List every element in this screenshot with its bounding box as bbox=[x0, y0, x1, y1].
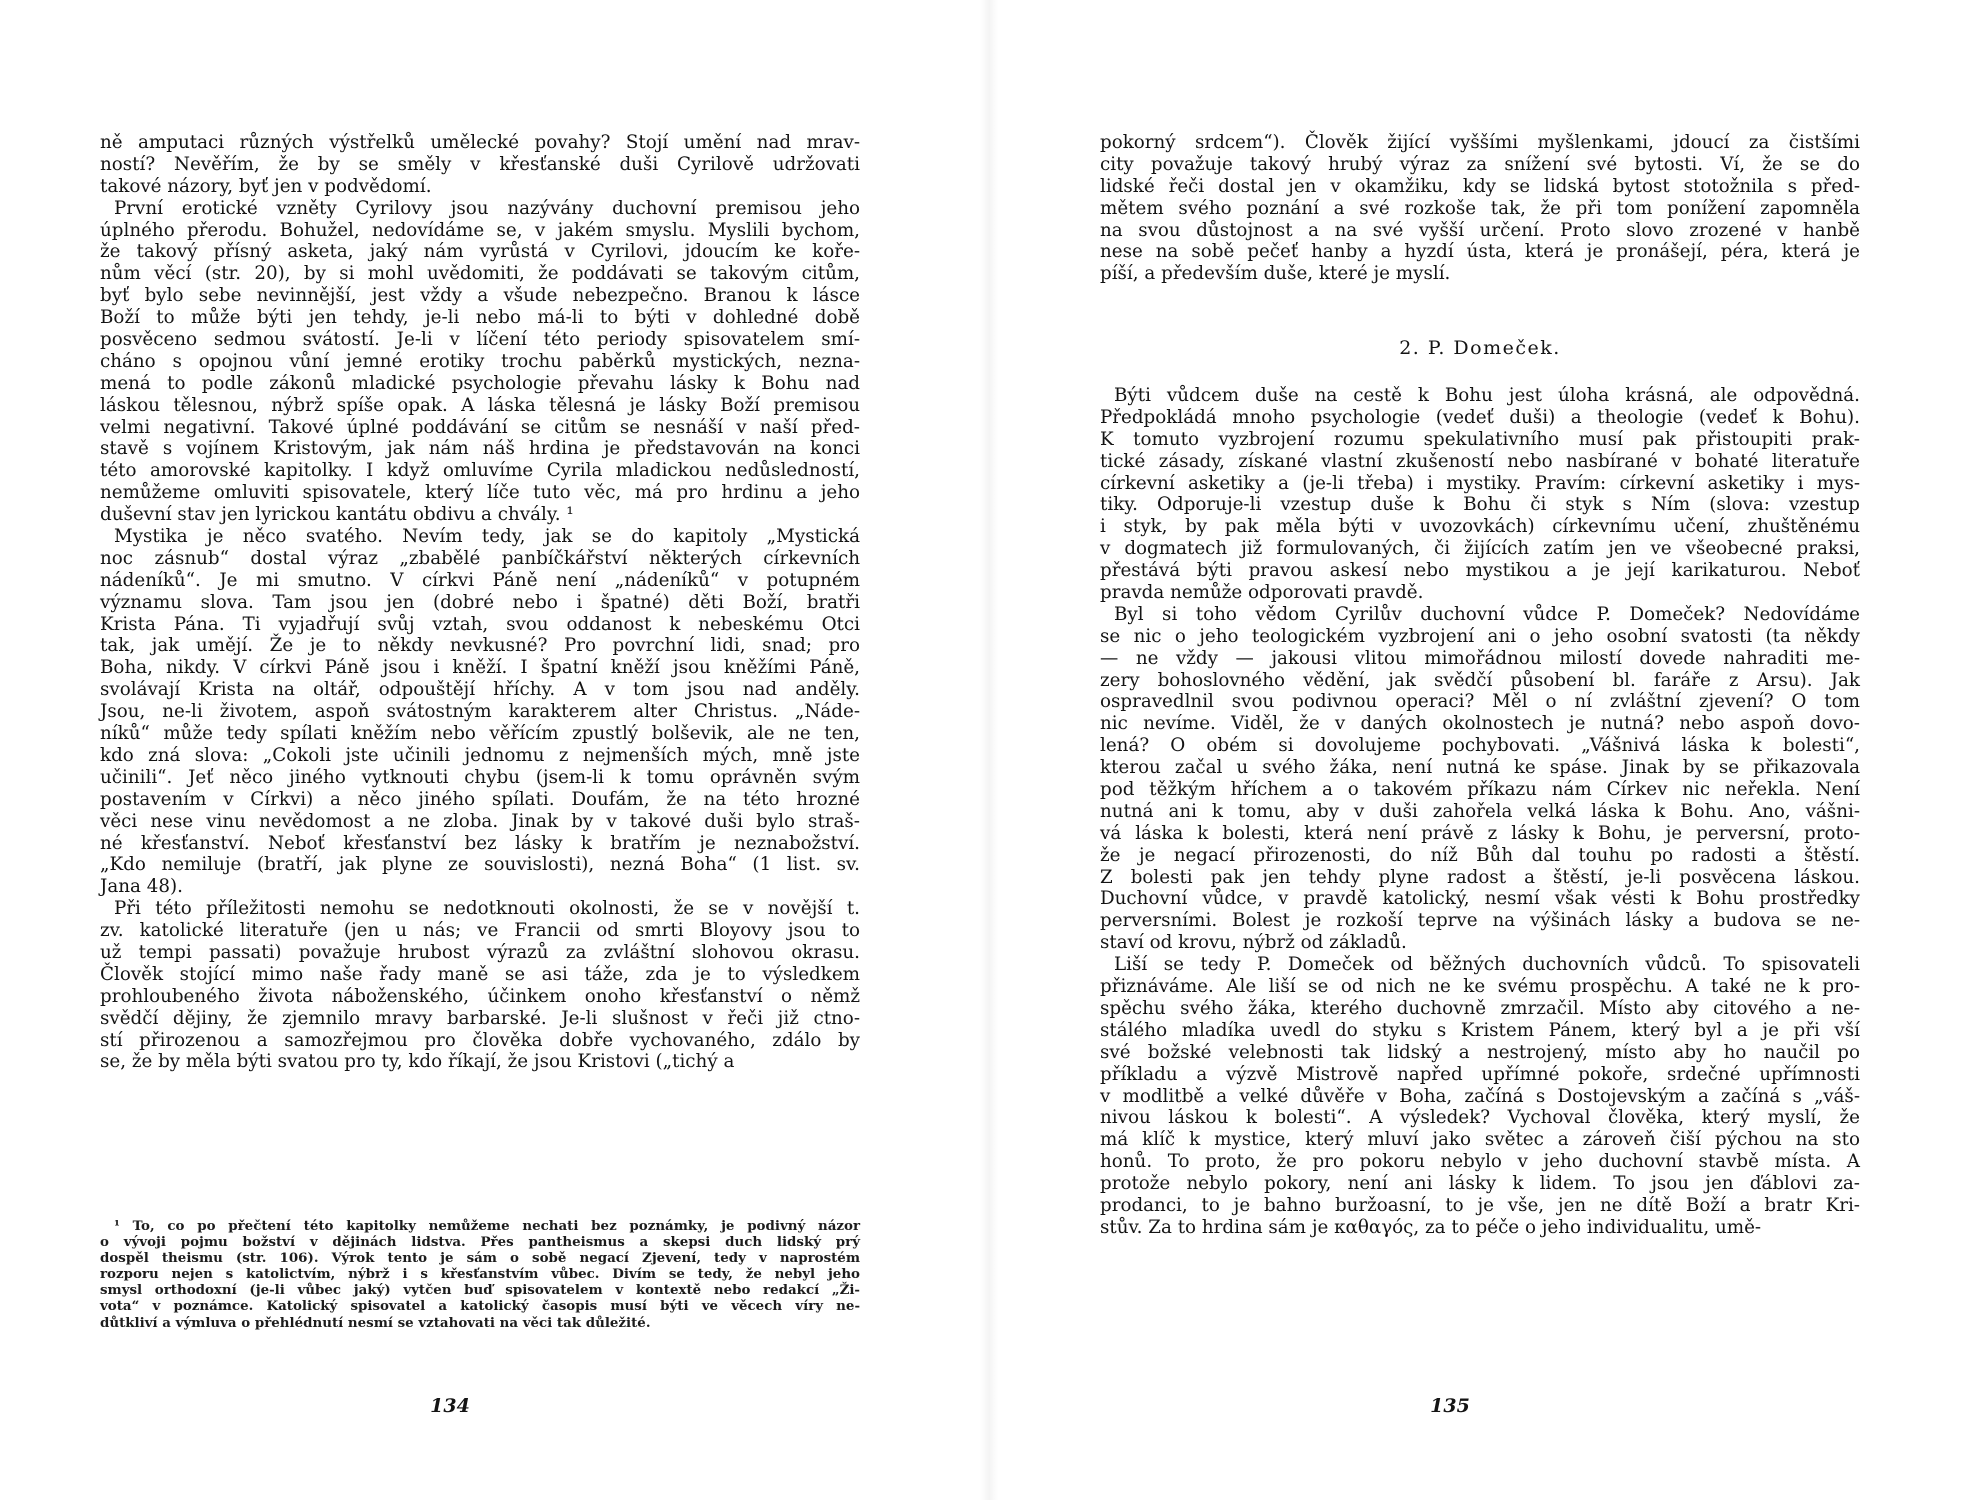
footnote bbox=[100, 1218, 860, 1331]
text-line: i styk, by pak měla býti v uvozovkách) církevnímu učení, zhuštěnému bbox=[1100, 516, 1860, 538]
text-line: ností? Nevěřím, že by se směly v křesťanské duši Cyrilově udržovati bbox=[100, 153, 860, 175]
page-number-left: 134 bbox=[430, 1395, 470, 1417]
text-line: učinili“. Jeť něco jiného vytknouti chybu (jsem-li k tomu oprávněn svým bbox=[100, 766, 860, 788]
text-line: Boží to může býti jen tehdy, je-li nebo má-li to býti v dohledné době bbox=[100, 307, 860, 329]
text-line: píší, a především duše, které je myslí. bbox=[1100, 263, 1451, 285]
text-line: přiznáváme. Ale liší se od nich ne ke svému prospěchu. A také ne k pro- bbox=[1100, 976, 1860, 998]
text-line: Při této příležitosti nemohu se nedotknouti okolnosti, že se v novější t. bbox=[114, 898, 860, 920]
text-line: se nic o jeho teologickém vyzbrojení ani o jeho osobní svatosti (ta někdy bbox=[1100, 625, 1860, 647]
text-line: této amorovské kapitolky. I když omluvíme Cyrila mladickou nedůsledností, bbox=[100, 460, 860, 482]
text-line: v dogmatech již formulovaných, či žijících zatím jen ve všeobecné praksi, bbox=[1100, 538, 1860, 560]
text-line: K tomuto vyzbrojení rozumu spekulativního musí pak přistoupiti prak- bbox=[1100, 428, 1860, 450]
text-line: mětem svého poznání a své rozkoše tak, že při tom ponížení zapomněla bbox=[1100, 197, 1860, 219]
text-line: Předpokládá mnoho psychologie (vedeť duši) a theologie (vedeť k Bohu). bbox=[1100, 406, 1860, 428]
text-line: lidské řeči dostal jen v okamžiku, kdy se lidská bytost stotožnila s před- bbox=[1100, 175, 1860, 197]
text-line: perversními. Bolest je rozkoší teprve na výšinách lásky a budova se ne- bbox=[1100, 910, 1860, 932]
text-line: né křesťanství. Neboť křesťanství bez lásky k bratřím je neznabožství. bbox=[100, 832, 860, 854]
text-line: „Kdo nemiluje (bratří, jak plyne ze souvislosti), nezná Boha“ (1 list. sv. bbox=[100, 854, 860, 876]
text-line: církevní asketiky a (je-li třeba) i mystiky. Pravím: církevní asketiky i mys- bbox=[1100, 472, 1860, 494]
text-line: mená to podle zákonů mladické psychologie převahu lásky k Bohu nad bbox=[100, 372, 860, 394]
text-line: velmi negativní. Takové úplné poddávání se citům se nesnáší v naší před- bbox=[100, 416, 860, 438]
text-line: přestává býti pravou askesí nebo mystikou a je její karikaturou. Neboť bbox=[1100, 560, 1860, 582]
text-line: tiky. Odporuje-li vzestup duše k Bohu či styk s Ním (slova: vzestup bbox=[1100, 494, 1860, 516]
text-line: níků“ může tedy spílati kněžím nebo věřícím zpustlý bolševik, ale ne ten, bbox=[100, 723, 860, 745]
text-line: Člověk stojící mimo naše řady maně se asi táže, zda je to výsledkem bbox=[100, 963, 860, 985]
text-line: se, že by měla býti svatou pro ty, kdo říkají, že jsou Kristovi („tichý a bbox=[100, 1051, 735, 1073]
text-line: noc zásnub“ dostal výraz „zbabělé panbíčkářství některých církevních bbox=[100, 547, 860, 569]
text-line: už tempi passati) považuje hrubost výrazů za zvláštní slohovou okrasu. bbox=[100, 941, 860, 963]
text-line: prodanci, to je bahno buržoasní, to je vše, jen ne dítě Boží a bratr Kri- bbox=[1100, 1194, 1860, 1216]
text-line: Liší se tedy P. Domeček od běžných duchovních vůdců. To spisovateli bbox=[1114, 954, 1860, 976]
text-line: byť bylo sebe nevinnější, jest vždy a všude nebezpečno. Branou k lásce bbox=[100, 285, 860, 307]
text-line: duševní stav jen lyrickou kantátu obdivu a chvály. ¹ bbox=[100, 504, 574, 526]
text-line: posvěceno sedmou svátostí. Je-li v líčení této periody spisovatelem smí- bbox=[100, 329, 860, 351]
text-line: prohloubeného života náboženského, účinkem onoho křesťanství o němž bbox=[100, 985, 860, 1007]
left-page bbox=[0, 0, 900, 1500]
text-line: nemůžeme omluviti spisovatele, který líče tuto věc, má pro hrdinu a jeho bbox=[100, 482, 860, 504]
text-line: dospěl theismu (str. 106). Výrok tento je sám o sobě negací Zjevení, tedy v naprostém bbox=[100, 1250, 860, 1267]
text-line: příkladu a výzvě Mistrově napřed upřímné pokoře, srdečné upřímnosti bbox=[1100, 1063, 1860, 1085]
right-page bbox=[1000, 0, 1900, 1500]
text-line: nivou láskou k bolesti“. A výsledek? Vychoval člověka, který myslí, že bbox=[1100, 1107, 1860, 1129]
text-line: Boha, nikdy. V církvi Páně jsou i kněží. I špatní kněží jsou kněžími Páně, bbox=[100, 657, 860, 679]
text-line: své božské velebnosti tak lidský a nestrojený, místo aby ho naučil po bbox=[1100, 1041, 1860, 1063]
text-line: Krista Pána. Ti vyjadřují svůj vztah, svou oddanost k nebeskému Otci bbox=[100, 613, 860, 635]
text-line: láskou tělesnou, nýbrž spíše opak. A láska tělesná je lásky Boží premisou bbox=[100, 394, 860, 416]
text-line: pravda nemůže odporovati pravdě. bbox=[1100, 582, 1424, 604]
text-line: svědčí dějiny, že zjemnilo mravy barbarské. Je-li slušnost v řeči již ctno- bbox=[100, 1007, 860, 1029]
text-line: zery bohoslovného vědění, jak svědčí působení bl. faráře z Arsu). Jak bbox=[1100, 669, 1860, 691]
text-line: Z bolesti pak jen tehdy plyne radost a štěstí, je-li posvěcena láskou. bbox=[1100, 866, 1860, 888]
text-line: Jana 48). bbox=[100, 876, 183, 898]
text-line: stálého mladíka uvedl do styku s Kristem Pánem, který byl a je při vší bbox=[1100, 1019, 1860, 1041]
text-line: stavě s vojínem Kristovým, jak nám náš hrdina je představován na konci bbox=[100, 438, 860, 460]
text-line: zv. katolické literatuře (jen u nás; ve Francii od smrti Bloyovy jsou to bbox=[100, 920, 860, 942]
text-line: nádeníků“. Je mi smutno. V církvi Páně není „nádeníků“ v potupném bbox=[100, 569, 860, 591]
right-page-body-text-bottom bbox=[1100, 385, 1860, 1239]
text-line: vá láska k bolesti, která není právě z lásky k Bohu, je perversní, proto- bbox=[1100, 822, 1860, 844]
text-line: důtkliví a výmluva o přehlédnutí nesmí se vztahovati na věci tak důležité. bbox=[100, 1314, 651, 1331]
text-line: cháno s opojnou vůní jemné erotiky trochu paběrků mystických, nezna- bbox=[100, 350, 860, 372]
text-line: rozporu nejen s katolictvím, nýbrž i s křesťanstvím vůbec. Divím se tedy, že nebyl jeho bbox=[100, 1266, 860, 1283]
text-line: postavením v Církvi) a něco jiného spílati. Doufám, že na této hrozné bbox=[100, 788, 860, 810]
text-line: tické zásady, získané vlastní zkušeností nebo nasbírané v bohaté literatuře bbox=[1100, 450, 1860, 472]
text-line: staví od krovu, nýbrž od základů. bbox=[1100, 932, 1407, 954]
text-line: spěchu svého žáka, kterého duchovně zmrzačil. Místo aby citového a ne- bbox=[1100, 997, 1860, 1019]
text-line: úplného přerodu. Bohužel, nedovídáme se, v jakém smyslu. Myslili bychom, bbox=[100, 219, 860, 241]
left-page-body-text bbox=[100, 132, 860, 1073]
text-line: ospravedlnil svou podivnou operaci? Měl o ní zvláštní zjevení? O tom bbox=[1100, 691, 1860, 713]
text-line: Býti vůdcem duše na cestě k Bohu jest úloha krásná, ale odpovědná. bbox=[1114, 385, 1860, 406]
page-number-right: 135 bbox=[1430, 1395, 1470, 1417]
text-line: věci nese vinu nevědomost a ne zloba. Jinak by v takové duši bylo straš- bbox=[100, 810, 860, 832]
text-line: nic nevíme. Viděl, že v daných okolnostech je nutná? nebo aspoň dovo- bbox=[1100, 713, 1860, 735]
text-line: nese na sobě pečeť hanby a hyzdí ústa, která je pronášejí, péra, která je bbox=[1100, 241, 1860, 263]
text-line: stův. Za to hrdina sám je καθαγός, za to péče o jeho individualitu, umě- bbox=[1100, 1216, 1762, 1238]
text-line: city považuje takový hrubý výraz za snížení své bytosti. Ví, že se do bbox=[1100, 153, 1860, 175]
text-line: Mystika je něco svatého. Nevím tedy, jak se do kapitoly „Mystická bbox=[114, 526, 860, 548]
text-line: svolávají Krista na oltář, odpouštějí hříchy. A v tom jsou nad anděly. bbox=[100, 679, 860, 701]
text-line: vota“ v poznámce. Katolický spisovatel a katolický časopis musí býti ve věcech víry ne- bbox=[100, 1298, 860, 1315]
text-line: pokorný srdcem“). Člověk žijící vyššími myšlenkami, jdoucí za čistšími bbox=[1100, 132, 1860, 153]
text-line: nům věcí (str. 20), by si mohl uvědomiti, že poddávati se takovým citům, bbox=[100, 263, 860, 285]
text-line: významu slova. Tam jsou jen (dobré nebo i špatné) děti Boží, bratři bbox=[100, 591, 860, 613]
right-page-body-text-top bbox=[1100, 132, 1860, 285]
text-line: stí přirozenou a samozřejmou pro člověka dobře vychovaného, zdálo by bbox=[100, 1029, 860, 1051]
text-line: Duchovní vůdce, v pravdě katolický, nesmí však vésti k Bohu prostředky bbox=[1100, 888, 1860, 910]
text-line: ¹ To, co po přečtení této kapitolky nemůžeme nechati bez poznámky, je podivný názor bbox=[114, 1218, 860, 1234]
text-line: pod těžkým hříchem a o takovém příkazu nám Církev nic neřekla. Není bbox=[1100, 779, 1860, 801]
text-line: na svou důstojnost a na své vyšší určení. Proto slovo zrozené v hanbě bbox=[1100, 219, 1860, 241]
text-line: ně amputaci různých výstřelků umělecké povahy? Stojí umění nad mrav- bbox=[100, 132, 860, 153]
text-line: První erotické vzněty Cyrilovy jsou nazývány duchovní premisou jeho bbox=[114, 197, 860, 219]
text-line: Byl si toho vědom Cyrilův duchovní vůdce P. Domeček? Nedovídáme bbox=[1114, 603, 1860, 625]
text-line: protože nebylo pokory, není ani lásky k lidem. To jsou jen ďáblovi za- bbox=[1100, 1173, 1860, 1195]
text-line: takové názory, byť jen v podvědomí. bbox=[100, 175, 432, 197]
text-line: má klíč k mystice, který mluví jako světec a zároveň čiší pýchou na sto bbox=[1100, 1129, 1860, 1151]
text-line: že je negací přirozenosti, do níž Bůh dal touhu po radosti a štěstí. bbox=[1100, 844, 1860, 866]
text-line: nutná ani k tomu, aby v duši zahořela velká láska k Bohu. Ano, vášni- bbox=[1100, 800, 1860, 822]
text-line: kdo zná slova: „Cokoli jste učinili jednomu z nejmenších mých, mně jste bbox=[100, 744, 860, 766]
text-line: tak, jak umějí. Že je to někdy nevkusné? Pro povrchní lidi, snad; pro bbox=[100, 635, 860, 657]
text-line: honů. To proto, že pro pokoru nebylo v jeho duchovní stavbě místa. A bbox=[1100, 1151, 1860, 1173]
text-line: o vývoji pojmu božství v dějinách lidstva. Přes pantheismus a skepsi duch lidský prý bbox=[100, 1234, 860, 1251]
section-heading: 2. P. Domeček. bbox=[1399, 337, 1561, 359]
text-line: kterou začal u svého žáka, není nutná ke spáse. Jinak by se přikazovala bbox=[1100, 757, 1860, 779]
book-gutter bbox=[980, 0, 998, 1500]
text-line: smysl orthodoxní (je-li vůbec jaký) vytčen buď spisovatelem v kontextě nebo redakcí „Ži- bbox=[100, 1282, 860, 1299]
text-line: Jsou, ne-li životem, aspoň svátostným karakterem alter Christus. „Náde- bbox=[100, 701, 860, 723]
text-line: lená? O obém si dovolujeme pochybovati. „Vášnivá láska k bolesti“, bbox=[1100, 735, 1860, 757]
text-line: v modlitbě a velké důvěře v Boha, začíná s Dostojevským a začíná s „váš- bbox=[1100, 1085, 1860, 1107]
text-line: — ne vždy — jakousi vlitou mimořádnou milostí dovede nahraditi me- bbox=[1100, 647, 1860, 669]
text-line: že takový přísný asketa, jaký nám vyrůstá v Cyrilovi, jdoucím ke kořе- bbox=[100, 241, 860, 263]
